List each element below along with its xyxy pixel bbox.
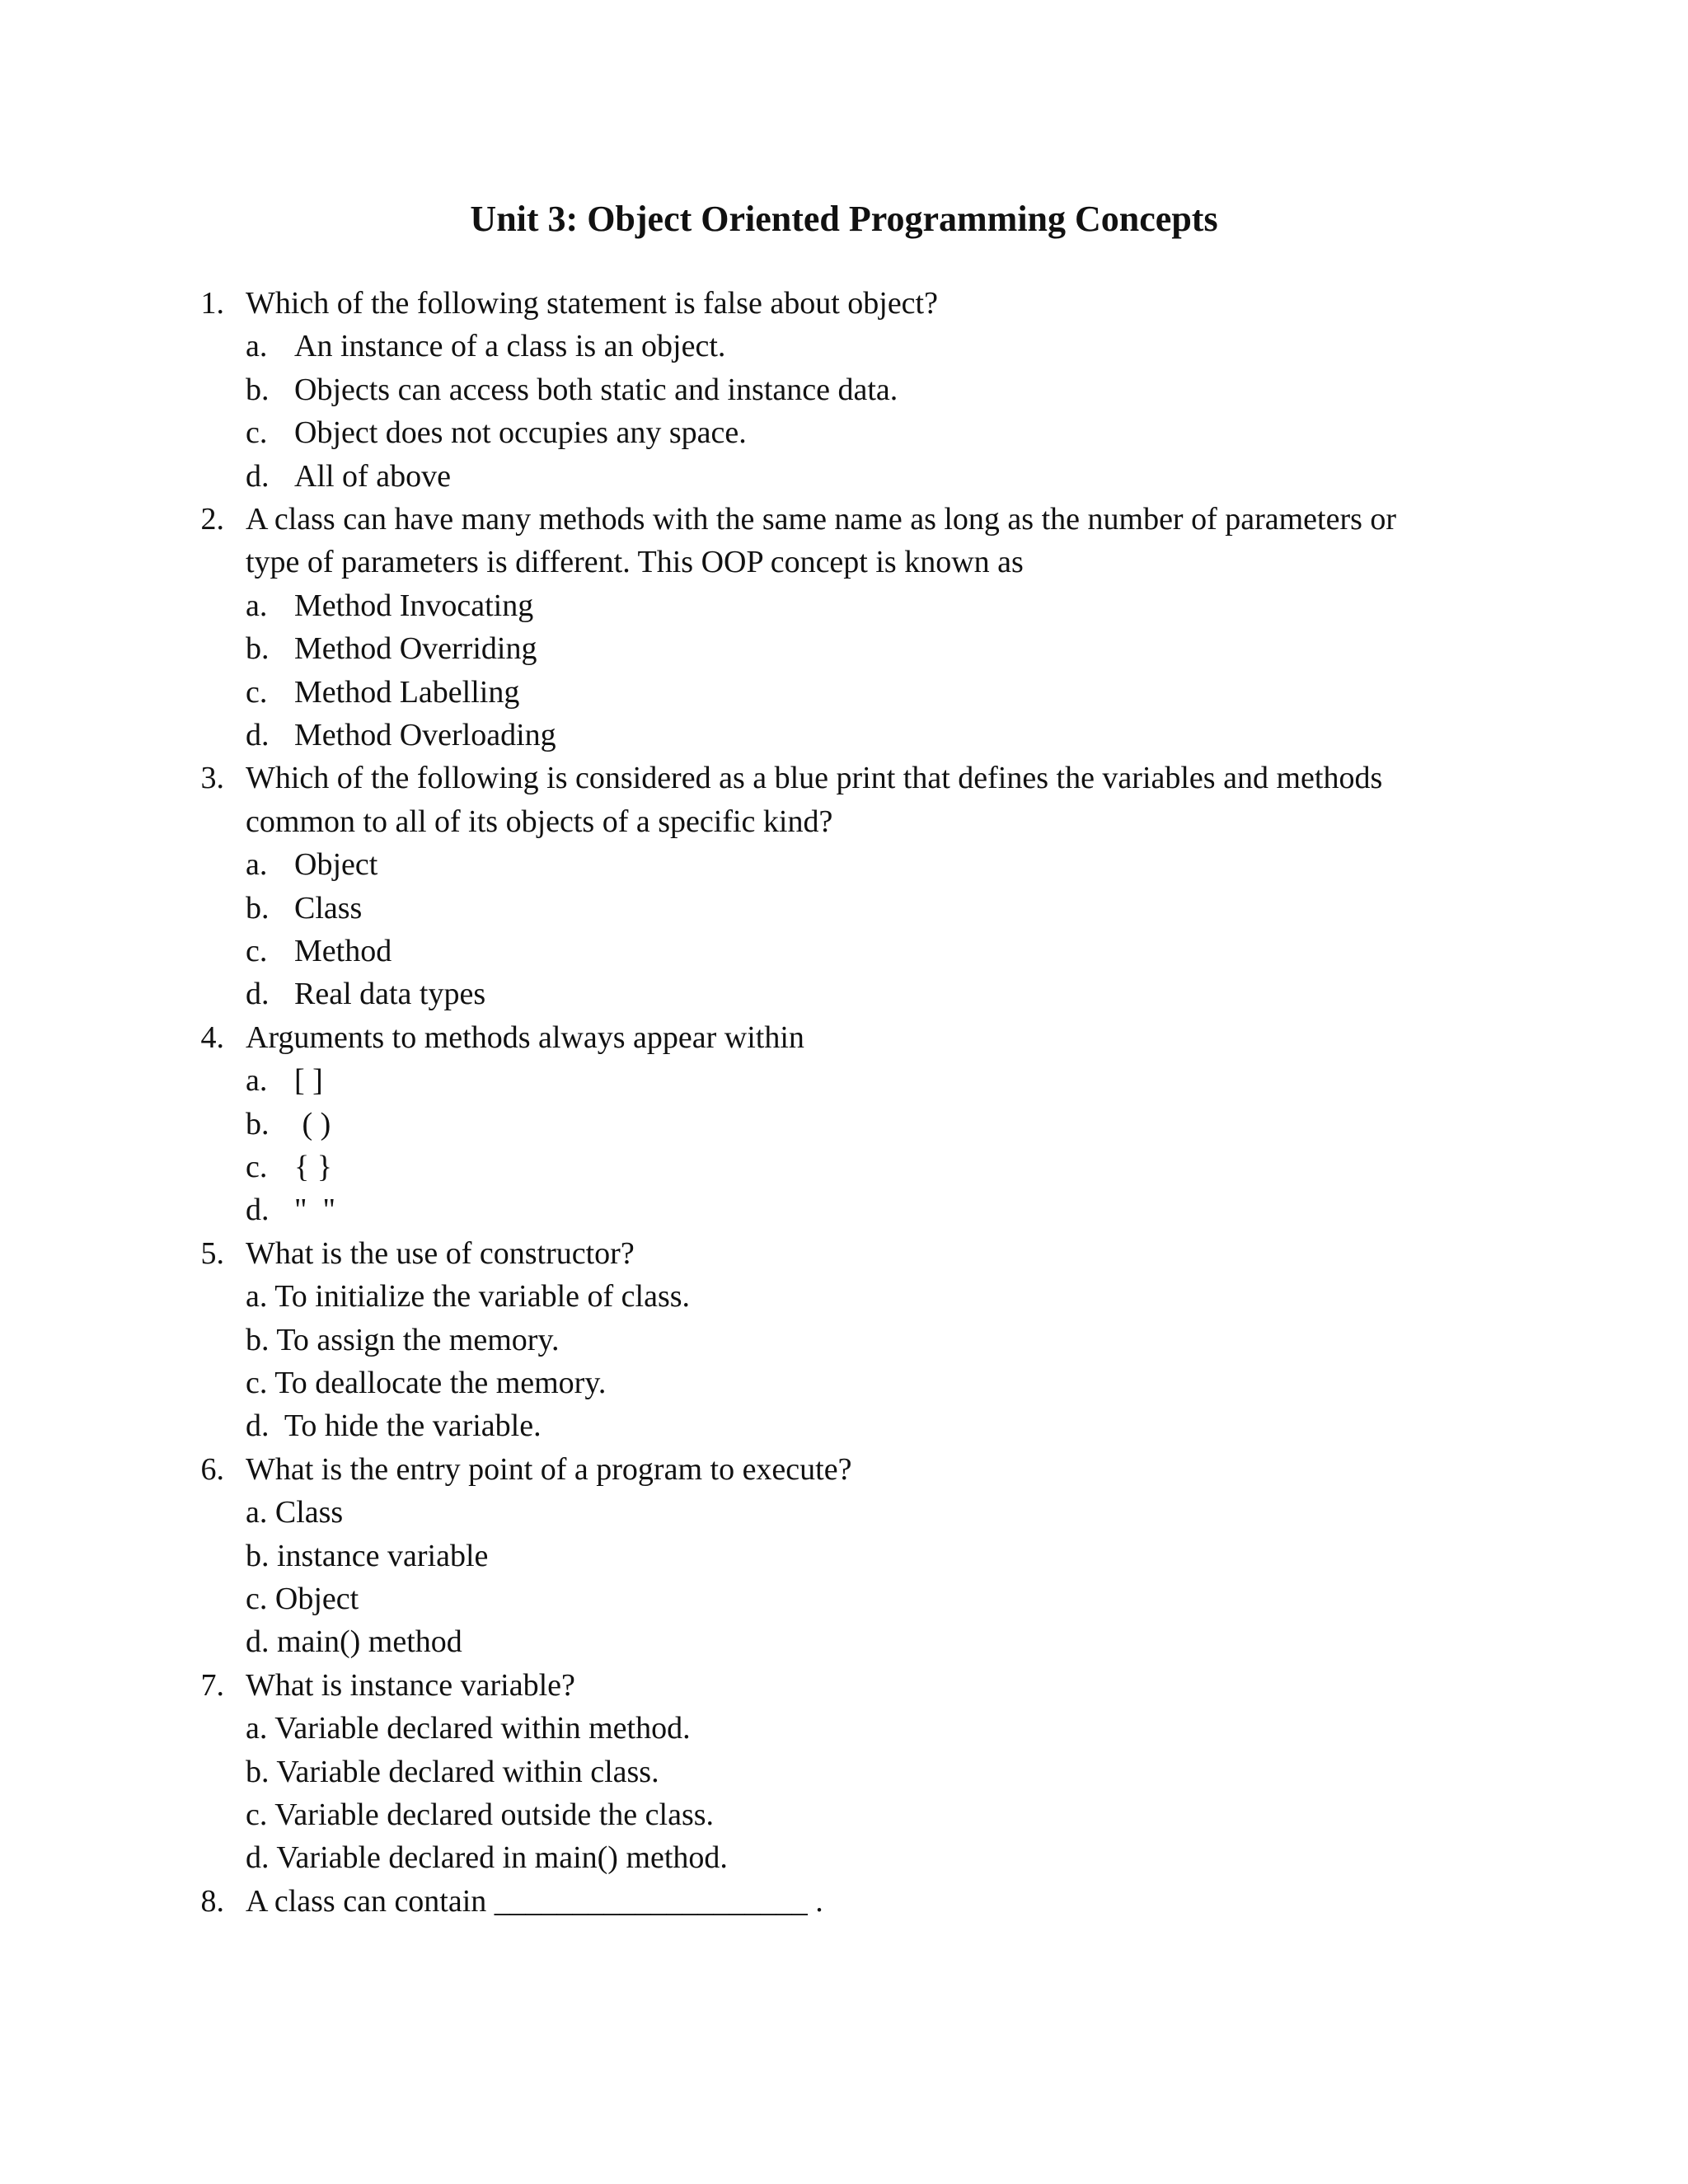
answer-option xyxy=(246,1275,690,1318)
option-letter: d. xyxy=(246,458,270,494)
question-text: What is the entry point of a program to execute? xyxy=(246,1451,852,1487)
answer-option xyxy=(246,1577,359,1620)
option-letter: a. xyxy=(246,1063,268,1099)
option-letter: d. xyxy=(246,1624,270,1660)
question-number: 8. xyxy=(200,1883,224,1919)
answer-option xyxy=(246,1620,462,1663)
answer-option xyxy=(246,1707,691,1750)
option-text: Real data types xyxy=(294,977,486,1012)
option-text: Method xyxy=(294,934,392,968)
question-text: A class can have many methods with the same name as long as the number of parameters or xyxy=(246,502,1397,537)
option-letter: a. xyxy=(246,329,268,364)
question-text: common to all of its objects of a specific kind? xyxy=(246,804,833,839)
question-number: 3. xyxy=(200,761,224,796)
question-number: 4. xyxy=(200,1019,224,1055)
option-letter: d. xyxy=(246,718,270,752)
option-letter: b. xyxy=(246,1754,270,1789)
answer-option xyxy=(246,1319,559,1361)
question-number: 5. xyxy=(200,1235,224,1271)
option-text: Variable declared within method. xyxy=(274,1711,691,1746)
option-letter: c. xyxy=(246,934,268,968)
answer-option xyxy=(246,1404,542,1447)
answer-option xyxy=(246,1793,714,1836)
option-text: All of above xyxy=(294,458,451,494)
page-title: Unit 3: Object Oriented Programming Concepts xyxy=(470,199,1218,239)
option-letter: c. xyxy=(246,1582,268,1616)
option-text: Method Invocating xyxy=(294,588,534,623)
answer-option xyxy=(246,1750,659,1793)
answer-option xyxy=(246,1535,488,1577)
question-number: 6. xyxy=(200,1451,224,1487)
question-text: What is the use of constructor? xyxy=(246,1235,635,1271)
question-text: Arguments to methods always appear within xyxy=(246,1019,804,1055)
option-text: To assign the memory. xyxy=(276,1322,560,1357)
option-letter: b. xyxy=(246,890,270,926)
option-text: Variable declared in main() method. xyxy=(276,1840,728,1876)
option-letter: b. xyxy=(246,1106,270,1141)
option-letter: c. xyxy=(246,1366,268,1400)
option-text: To deallocate the memory. xyxy=(274,1366,607,1400)
question-text: type of parameters is different. This OOP concept is known as xyxy=(246,545,1024,580)
option-text: An instance of a class is an object. xyxy=(294,329,726,364)
option-text: Variable declared outside the class. xyxy=(274,1797,715,1832)
option-letter: c. xyxy=(246,1150,268,1184)
option-letter: d. xyxy=(246,977,270,1012)
option-letter: b. xyxy=(246,372,270,407)
question-number: 2. xyxy=(200,502,224,537)
option-letter: b. xyxy=(246,1322,270,1357)
option-text: To initialize the variable of class. xyxy=(274,1279,691,1315)
option-text: Object xyxy=(294,847,378,883)
answer-option xyxy=(246,1836,728,1879)
option-text: Method Overriding xyxy=(294,631,537,667)
option-letter: a. xyxy=(246,847,268,883)
question-number: 7. xyxy=(200,1667,224,1703)
option-text: Objects can access both static and instance data. xyxy=(294,372,898,407)
option-text: Method Overloading xyxy=(294,718,556,752)
option-text: [ ] xyxy=(294,1063,323,1099)
option-text: instance variable xyxy=(277,1538,489,1573)
option-letter: c. xyxy=(246,1797,268,1832)
option-text: Class xyxy=(274,1495,344,1530)
option-letter: a. xyxy=(246,588,268,623)
option-letter: d. xyxy=(246,1193,270,1228)
option-letter: a. xyxy=(246,1495,268,1530)
answer-option xyxy=(246,1361,606,1404)
option-text: Method Labelling xyxy=(294,674,520,710)
question-number: 1. xyxy=(200,286,224,321)
option-letter: c. xyxy=(246,415,268,451)
option-letter: a. xyxy=(246,1711,268,1746)
option-text: Object does not occupies any space. xyxy=(294,415,747,451)
option-text: Object xyxy=(274,1582,359,1616)
option-text: " " xyxy=(294,1193,336,1228)
option-letter: d. xyxy=(246,1408,270,1444)
option-text: Variable declared within class. xyxy=(276,1754,659,1789)
question-text: Which of the following statement is false about object? xyxy=(246,286,938,321)
option-text: main() method xyxy=(277,1624,462,1660)
option-text: To hide the variable. xyxy=(277,1408,542,1444)
option-text: { } xyxy=(294,1150,332,1184)
option-letter: b. xyxy=(246,631,270,667)
option-letter: a. xyxy=(246,1279,268,1315)
option-letter: c. xyxy=(246,674,268,710)
option-text: Class xyxy=(294,890,363,926)
option-letter: d. xyxy=(246,1840,270,1876)
question-text: Which of the following is considered as a blue print that defines the variables and methods xyxy=(246,761,1383,796)
option-text: ( ) xyxy=(294,1106,331,1141)
answer-option xyxy=(246,1491,343,1534)
question-text: What is instance variable? xyxy=(246,1667,575,1703)
question-text: A class can contain ____________________ . xyxy=(246,1883,823,1919)
option-letter: b. xyxy=(246,1538,270,1573)
